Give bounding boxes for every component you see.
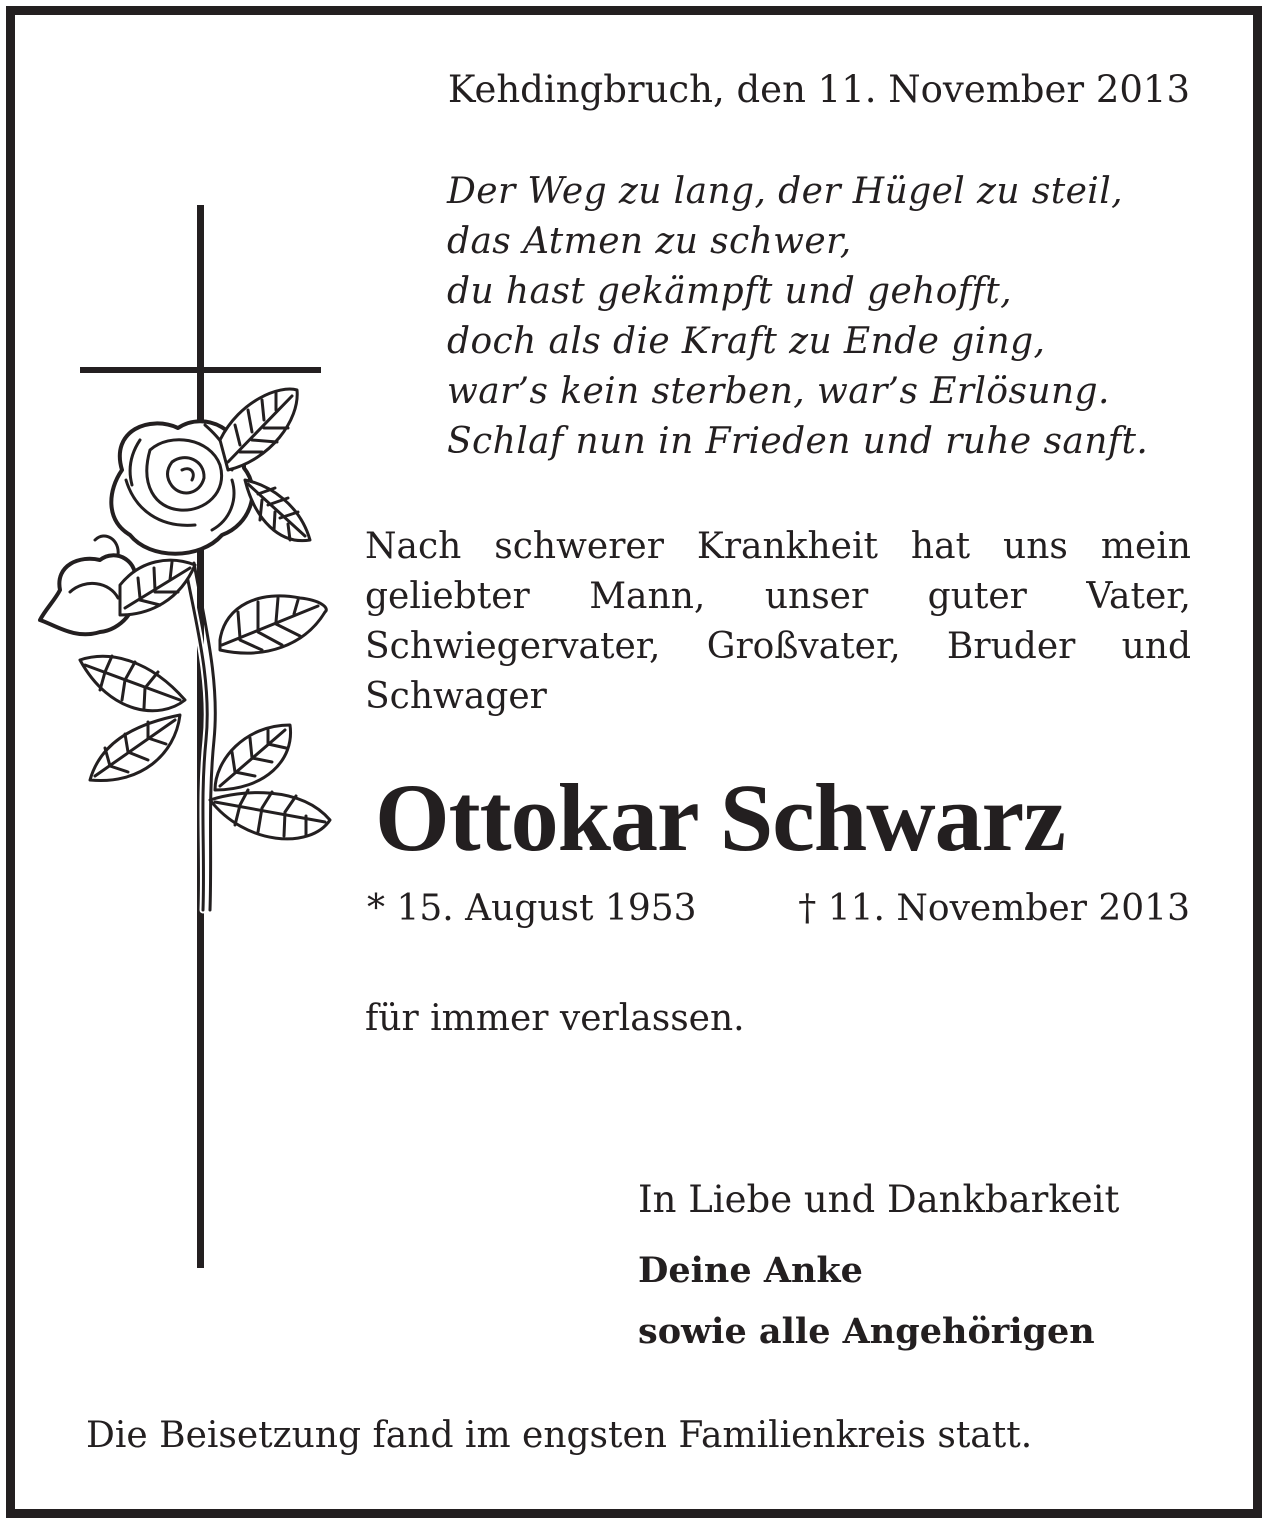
closing-line: In Liebe und Dankbarkeit — [638, 1178, 1120, 1221]
poem-line: Der Weg zu lang, der Hügel zu steil, — [447, 171, 1123, 212]
left-us-text: für immer verlassen. — [365, 998, 745, 1039]
poem-line: doch als die Kraft zu Ende ging, — [447, 321, 1046, 362]
place-and-date: Kehdingbruch, den 11. November 2013 — [447, 68, 1190, 111]
poem — [447, 167, 1148, 467]
intro-text: Nach schwerer Krankheit hat uns mein geliebter Mann, unser guter Vater, Schwiegervater, Großvater, Bruder und Schwager — [365, 526, 1191, 717]
poem-line: war’s kein sterben, war’s Erlösung. — [447, 371, 1110, 412]
signature-primary: Deine Anke — [638, 1250, 863, 1291]
burial-note: Die Beisetzung fand im engsten Familienkreis statt. — [86, 1415, 1033, 1456]
death-date: † 11. November 2013 — [798, 888, 1190, 929]
birth-date: * 15. August 1953 — [367, 888, 697, 929]
deceased-name: Ottokar Schwarz — [375, 764, 1065, 871]
poem-line: Schlaf nun in Frieden und ruhe sanft. — [447, 421, 1149, 462]
poem-line: du hast gekämpft und gehofft, — [447, 271, 1012, 312]
poem-line: das Atmen zu schwer, — [447, 221, 852, 262]
signature-secondary: sowie alle Angehörigen — [638, 1311, 1095, 1352]
